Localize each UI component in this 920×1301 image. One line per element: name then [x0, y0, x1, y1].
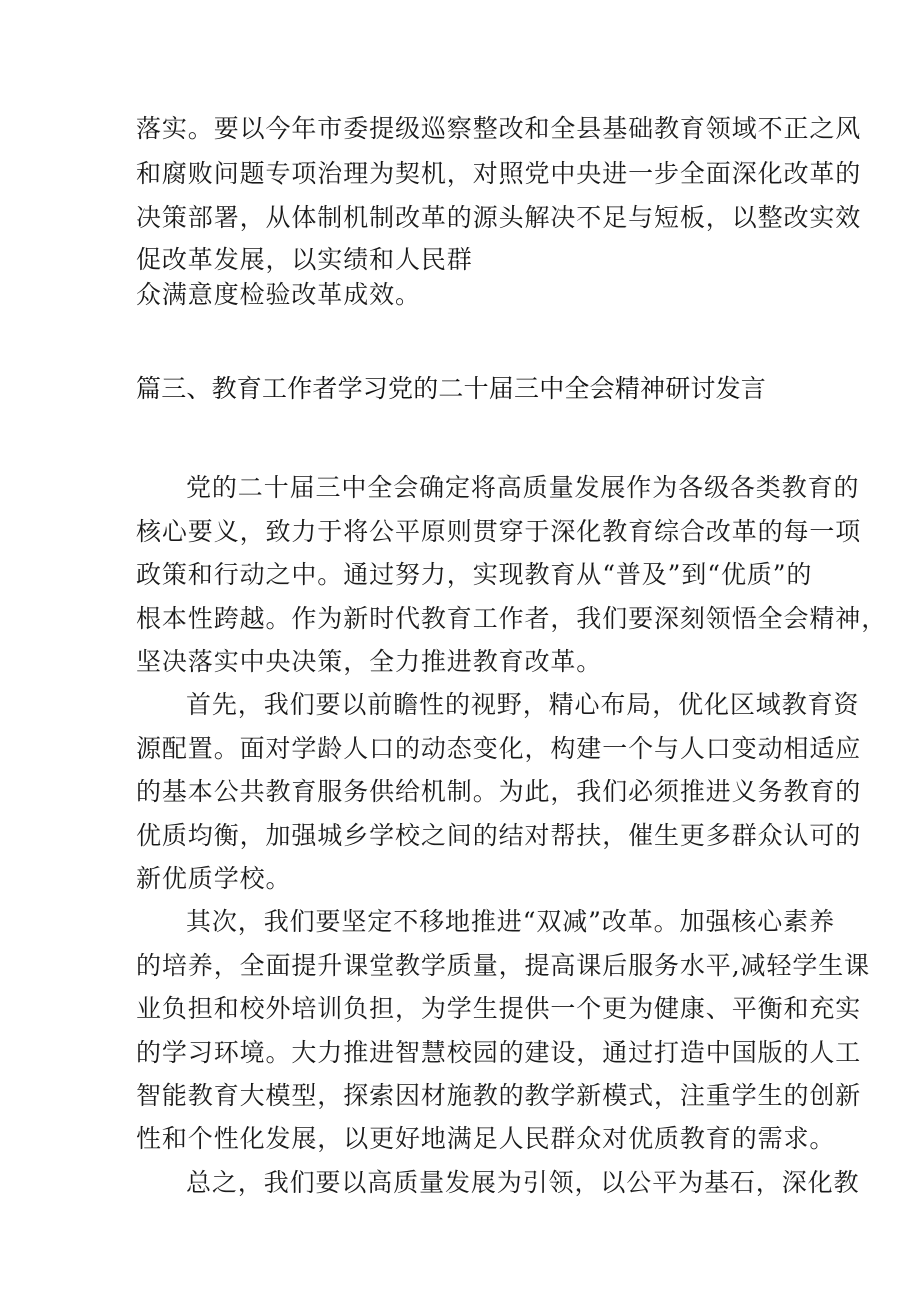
text-line: 优质均衡，加强城乡学校之间的结对帮扶，催生更多群众认可的 [136, 821, 862, 850]
text-line: 业负担和校外培训负担，为学生提供一个更为健康、平衡和充实 [136, 994, 862, 1023]
text-line: 核心要义，致力于将公平原则贯穿于深化教育综合改革的每一项 [136, 517, 862, 546]
text-line: 智能教育大模型，探索因材施教的教学新模式，注重学生的创新 [136, 1081, 862, 1110]
text-line: 党的二十届三中全会确定将高质量发展作为各级各类教育的 [186, 473, 860, 502]
text-line: 政策和行动之中。通过努力，实现教育从“普及”到“优质”的 [136, 560, 813, 589]
text-line: 根本性跨越。作为新时代教育工作者，我们要深刻领悟全会精神， [136, 604, 888, 633]
text-line: 源配置。面对学龄人口的动态变化，构建一个与人口变动相适应 [136, 734, 862, 763]
text-line: 的基本公共教育服务供给机制。为此，我们必须推进义务教育的 [136, 777, 862, 806]
text-line: 促改革发展，以实绩和人民群 [136, 245, 473, 274]
text-line: 新优质学校。 [136, 864, 292, 893]
text-line: 的学习环境。大力推进智慧校园的建设，通过打造中国版的人工 [136, 1038, 862, 1067]
section-title: 篇三、教育工作者学习党的二十届三中全会精神研讨发言 [136, 374, 767, 403]
text-line: 决策部署，从体制机制改革的源头解决不足与短板，以整改实效 [136, 203, 862, 232]
text-line: 落实。要以今年市委提级巡察整改和全县基础教育领域不正之风 [136, 114, 862, 143]
text-line: 其次，我们要坚定不移地推进“双减”改革。加强核心素养 [186, 907, 835, 936]
text-line: 性和个性化发展，以更好地满足人民群众对优质教育的需求。 [136, 1124, 836, 1153]
text-line: 的培养，全面提升课堂教学质量，提高课后服务水平,减轻学生课 [136, 951, 871, 980]
text-line: 总之，我们要以高质量发展为引领，以公平为基石，深化教 [186, 1168, 860, 1197]
text-line: 首先，我们要以前瞻性的视野，精心布局，优化区域教育资 [186, 690, 860, 719]
text-line: 众满意度检验改革成效。 [136, 280, 421, 309]
text-line: 和腐败问题专项治理为契机，对照党中央进一步全面深化改革的 [136, 159, 862, 188]
text-line: 坚决落实中央决策，全力推进教育改革。 [136, 647, 603, 676]
